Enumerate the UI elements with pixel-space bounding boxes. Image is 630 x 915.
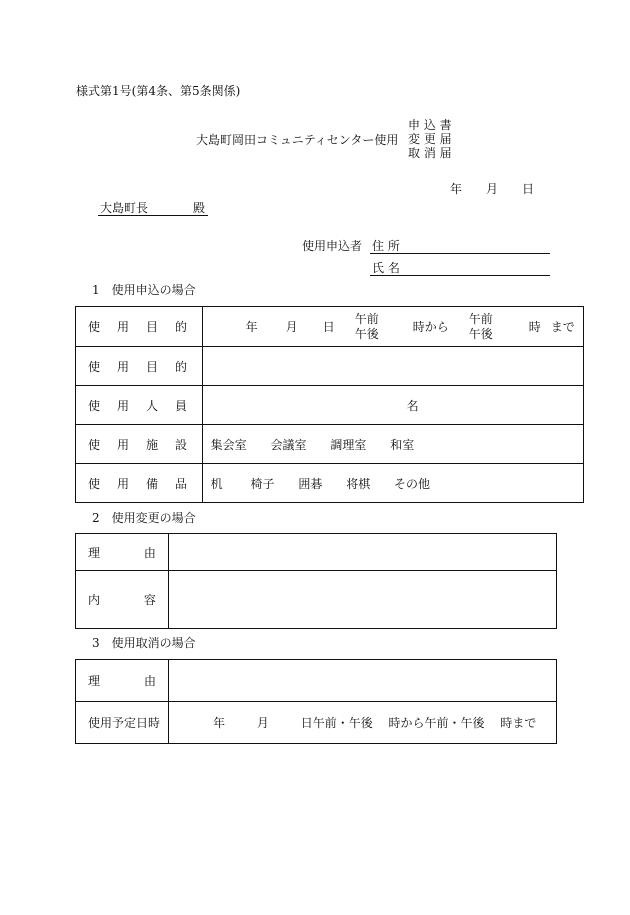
change-content-label-a: 内 xyxy=(88,593,101,607)
table-row-date xyxy=(76,307,584,347)
facility-option-hall[interactable]: 集会室 xyxy=(210,437,247,452)
date-row-value[interactable] xyxy=(202,307,583,347)
year-label: 年 xyxy=(245,320,258,334)
date-month-label: 月 xyxy=(486,182,499,196)
month-label: 月 xyxy=(285,320,298,334)
facility-option-meeting[interactable]: 会議室 xyxy=(270,437,307,452)
scheduled-from-ampm: 時から午前・午後 xyxy=(388,716,485,730)
end-am: 午前 xyxy=(468,311,493,326)
equipment-row-label: 使 用 備 品 xyxy=(76,464,203,503)
date-year-label: 年 xyxy=(450,182,463,196)
addressee: 大島町長 xyxy=(100,201,149,215)
cancel-reason-label-a: 理 xyxy=(88,674,101,688)
table-row-people xyxy=(76,386,584,425)
change-content-label xyxy=(76,571,169,629)
change-content-field[interactable] xyxy=(168,571,556,629)
addressee-underline xyxy=(98,215,208,216)
day-label: 日 xyxy=(322,320,335,334)
facility-row-label: 使 用 施 設 xyxy=(76,425,203,464)
purpose-field[interactable] xyxy=(202,347,583,386)
table-row-change-content xyxy=(76,571,557,629)
cancel-reason-label xyxy=(76,660,169,702)
purpose-row-label: 使 用 目 的 xyxy=(76,347,203,386)
form-title: 大島町岡田コミュニティセンター使用 xyxy=(196,133,399,147)
facility-option-kitchen[interactable]: 調理室 xyxy=(330,437,367,452)
cancel-reason-field[interactable] xyxy=(169,660,557,702)
scheduled-year: 年 xyxy=(213,716,226,730)
table-row-purpose xyxy=(76,347,584,386)
from-label: 時から xyxy=(412,320,449,334)
end-pm: 午後 xyxy=(468,326,493,341)
start-ampm xyxy=(355,312,379,342)
change-reason-field[interactable] xyxy=(168,534,556,571)
form-number: 様式第1号(第4条、第5条関係) xyxy=(76,84,241,98)
option-change: 変 更 届 xyxy=(408,132,452,146)
applicant-label: 使用申込者 xyxy=(302,239,363,253)
change-content-label-b: 容 xyxy=(143,593,156,607)
equipment-option-desk[interactable]: 机 xyxy=(210,476,223,491)
end-ampm xyxy=(469,312,493,342)
equipment-field[interactable] xyxy=(202,464,583,503)
honorific: 殿 xyxy=(193,201,206,215)
cancel-table xyxy=(75,659,557,744)
section2-heading: 2 使用変更の場合 xyxy=(92,511,196,525)
table-row-facility xyxy=(76,425,584,464)
equipment-option-go[interactable]: 囲碁 xyxy=(298,476,323,491)
start-am: 午前 xyxy=(354,311,379,326)
table-row-cancel-reason xyxy=(76,660,557,702)
option-cancel: 取 消 届 xyxy=(408,146,452,160)
option-application: 申 込 書 xyxy=(408,118,452,132)
name-line[interactable] xyxy=(370,275,550,276)
facility-option-japanese-room[interactable]: 和室 xyxy=(390,437,415,452)
form-type-options xyxy=(408,118,452,160)
section3-heading: 3 使用取消の場合 xyxy=(92,636,196,650)
people-unit: 名 xyxy=(406,398,419,413)
change-reason-label-a: 理 xyxy=(88,545,101,560)
address-line[interactable] xyxy=(370,253,550,254)
equipment-option-chair[interactable]: 椅子 xyxy=(250,476,275,491)
table-row-equipment xyxy=(76,464,584,503)
equipment-option-shogi[interactable]: 将棋 xyxy=(346,476,371,491)
hour-label: 時 xyxy=(528,320,541,334)
table-row-change-reason xyxy=(76,534,557,571)
start-pm: 午後 xyxy=(354,326,379,341)
scheduled-label: 使用予定日時 xyxy=(76,702,169,744)
change-table xyxy=(75,533,557,629)
people-field[interactable] xyxy=(202,386,583,425)
address-label: 住 所 xyxy=(372,239,400,253)
facility-field[interactable] xyxy=(202,425,583,464)
change-reason-label xyxy=(76,534,169,571)
date-row-label: 使 用 目 的 xyxy=(76,307,203,347)
section1-heading: 1 使用申込の場合 xyxy=(92,283,196,297)
name-label: 氏 名 xyxy=(372,261,400,275)
people-row-label: 使 用 人 員 xyxy=(76,386,203,425)
change-reason-label-b: 由 xyxy=(143,545,156,560)
application-table xyxy=(75,306,584,503)
scheduled-day-ampm: 日午前・午後 xyxy=(300,716,373,730)
scheduled-month: 月 xyxy=(256,716,269,730)
scheduled-field[interactable] xyxy=(169,702,557,744)
equipment-option-other[interactable]: その他 xyxy=(394,476,431,491)
scheduled-until: 時まで xyxy=(500,716,537,730)
table-row-scheduled xyxy=(76,702,557,744)
date-day-label: 日 xyxy=(522,182,535,196)
cancel-reason-label-b: 由 xyxy=(144,674,157,688)
until-label: まで xyxy=(550,320,575,334)
